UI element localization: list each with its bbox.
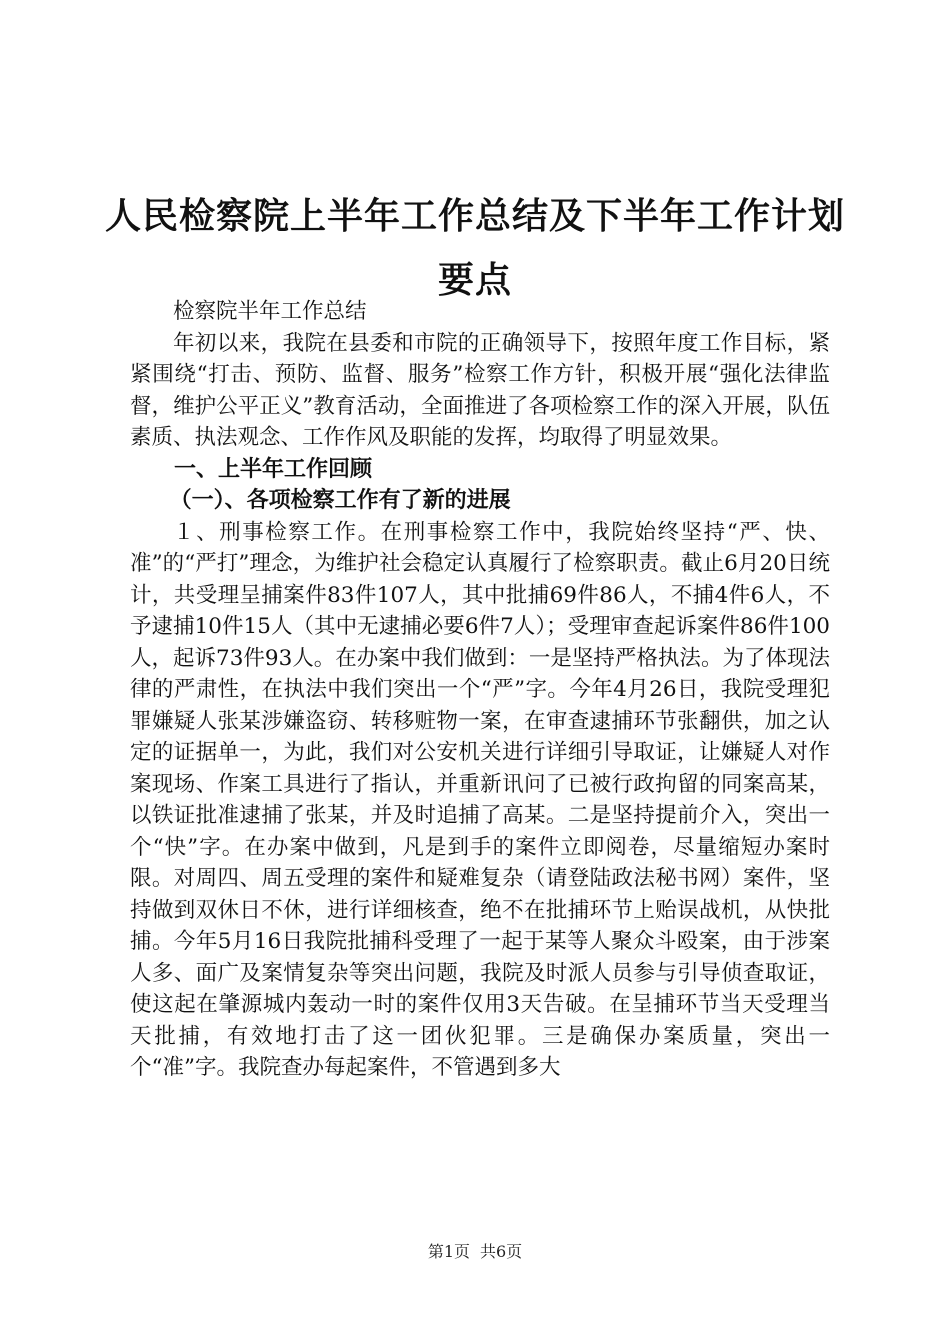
- subsection-heading: （一）、各项检察工作有了新的进展: [169, 488, 511, 513]
- section-heading: 一、上半年工作回顾: [174, 456, 373, 482]
- document-title: 人民检察院上半年工作总结及下半年工作计划要点: [104, 196, 845, 301]
- body-paragraph: １、刑事检察工作。在刑事检察工作中，我院始终坚持“严、快、准”的“严打”理念，为维护社会稳定认真履行了检察职责。截止6月20日统计，共受理呈捕案件83件107人，其中批捕69件86人，不捕4件6人，不予逮捕10件15人（其中无逮捕必要6件7人）；受理审查起诉案件86件100人，起诉73件93人。在办案中我们做到：一是坚持严格执法。为了体现法律的严肃性，在执法中我们突出一个“严”字。今年4月26日，我院受理犯罪嫌疑人张某涉嫌盗窃、转移赃物一案，在审查逮捕环节张翻供，加之认定的证据单一，为此，我们对公安机关进行详细引导取证，让嫌疑人对作案现场、作案工具进行了指认，并重新讯问了已被行政拘留的同案高某，以铁证批准逮捕了张某，并及时追捕了高某。二是坚持提前介入，突出一个“快”字。在办案中做到，凡是到手的案件立即阅卷，尽量缩短办案时限。对周四、周五受理的案件和疑难复杂（请登陆政法秘书网）案件，坚持做到双休日不休，进行详细核查，绝不在批捕环节上贻误战机，从快批捕。今年5月16日我院批捕科受理了一起于某等人聚众斗殴案，由于涉案人多、面广及案情复杂等突出问题，我院及时派人员参与引导侦查取证，使这起在肇源城内轰动一时的案件仅用3天告破。在呈捕环节当天受理当天批捕，有效地打击了这一团伙犯罪。三是确保办案质量，突出一个“准”字。我院查办每起案件，不管遇到多大: [130, 519, 830, 1080]
- page-footer: [0, 1242, 950, 1262]
- page-total: 共6页: [480, 1242, 523, 1261]
- intro-paragraph: 年初以来，我院在县委和市院的正确领导下，按照年度工作目标，紧紧围绕“打击、预防、监督、服务”检察工作方针，积极开展“强化法律监督，维护公平正义”教育活动，全面推进了各项检察工作的深入开展，队伍素质、执法观念、工作作风及职能的发挥，均取得了明显效果。: [130, 330, 830, 450]
- section-label: 检察院半年工作总结: [173, 299, 367, 324]
- document-body: [130, 296, 830, 1084]
- page-number: 第1页: [427, 1242, 470, 1261]
